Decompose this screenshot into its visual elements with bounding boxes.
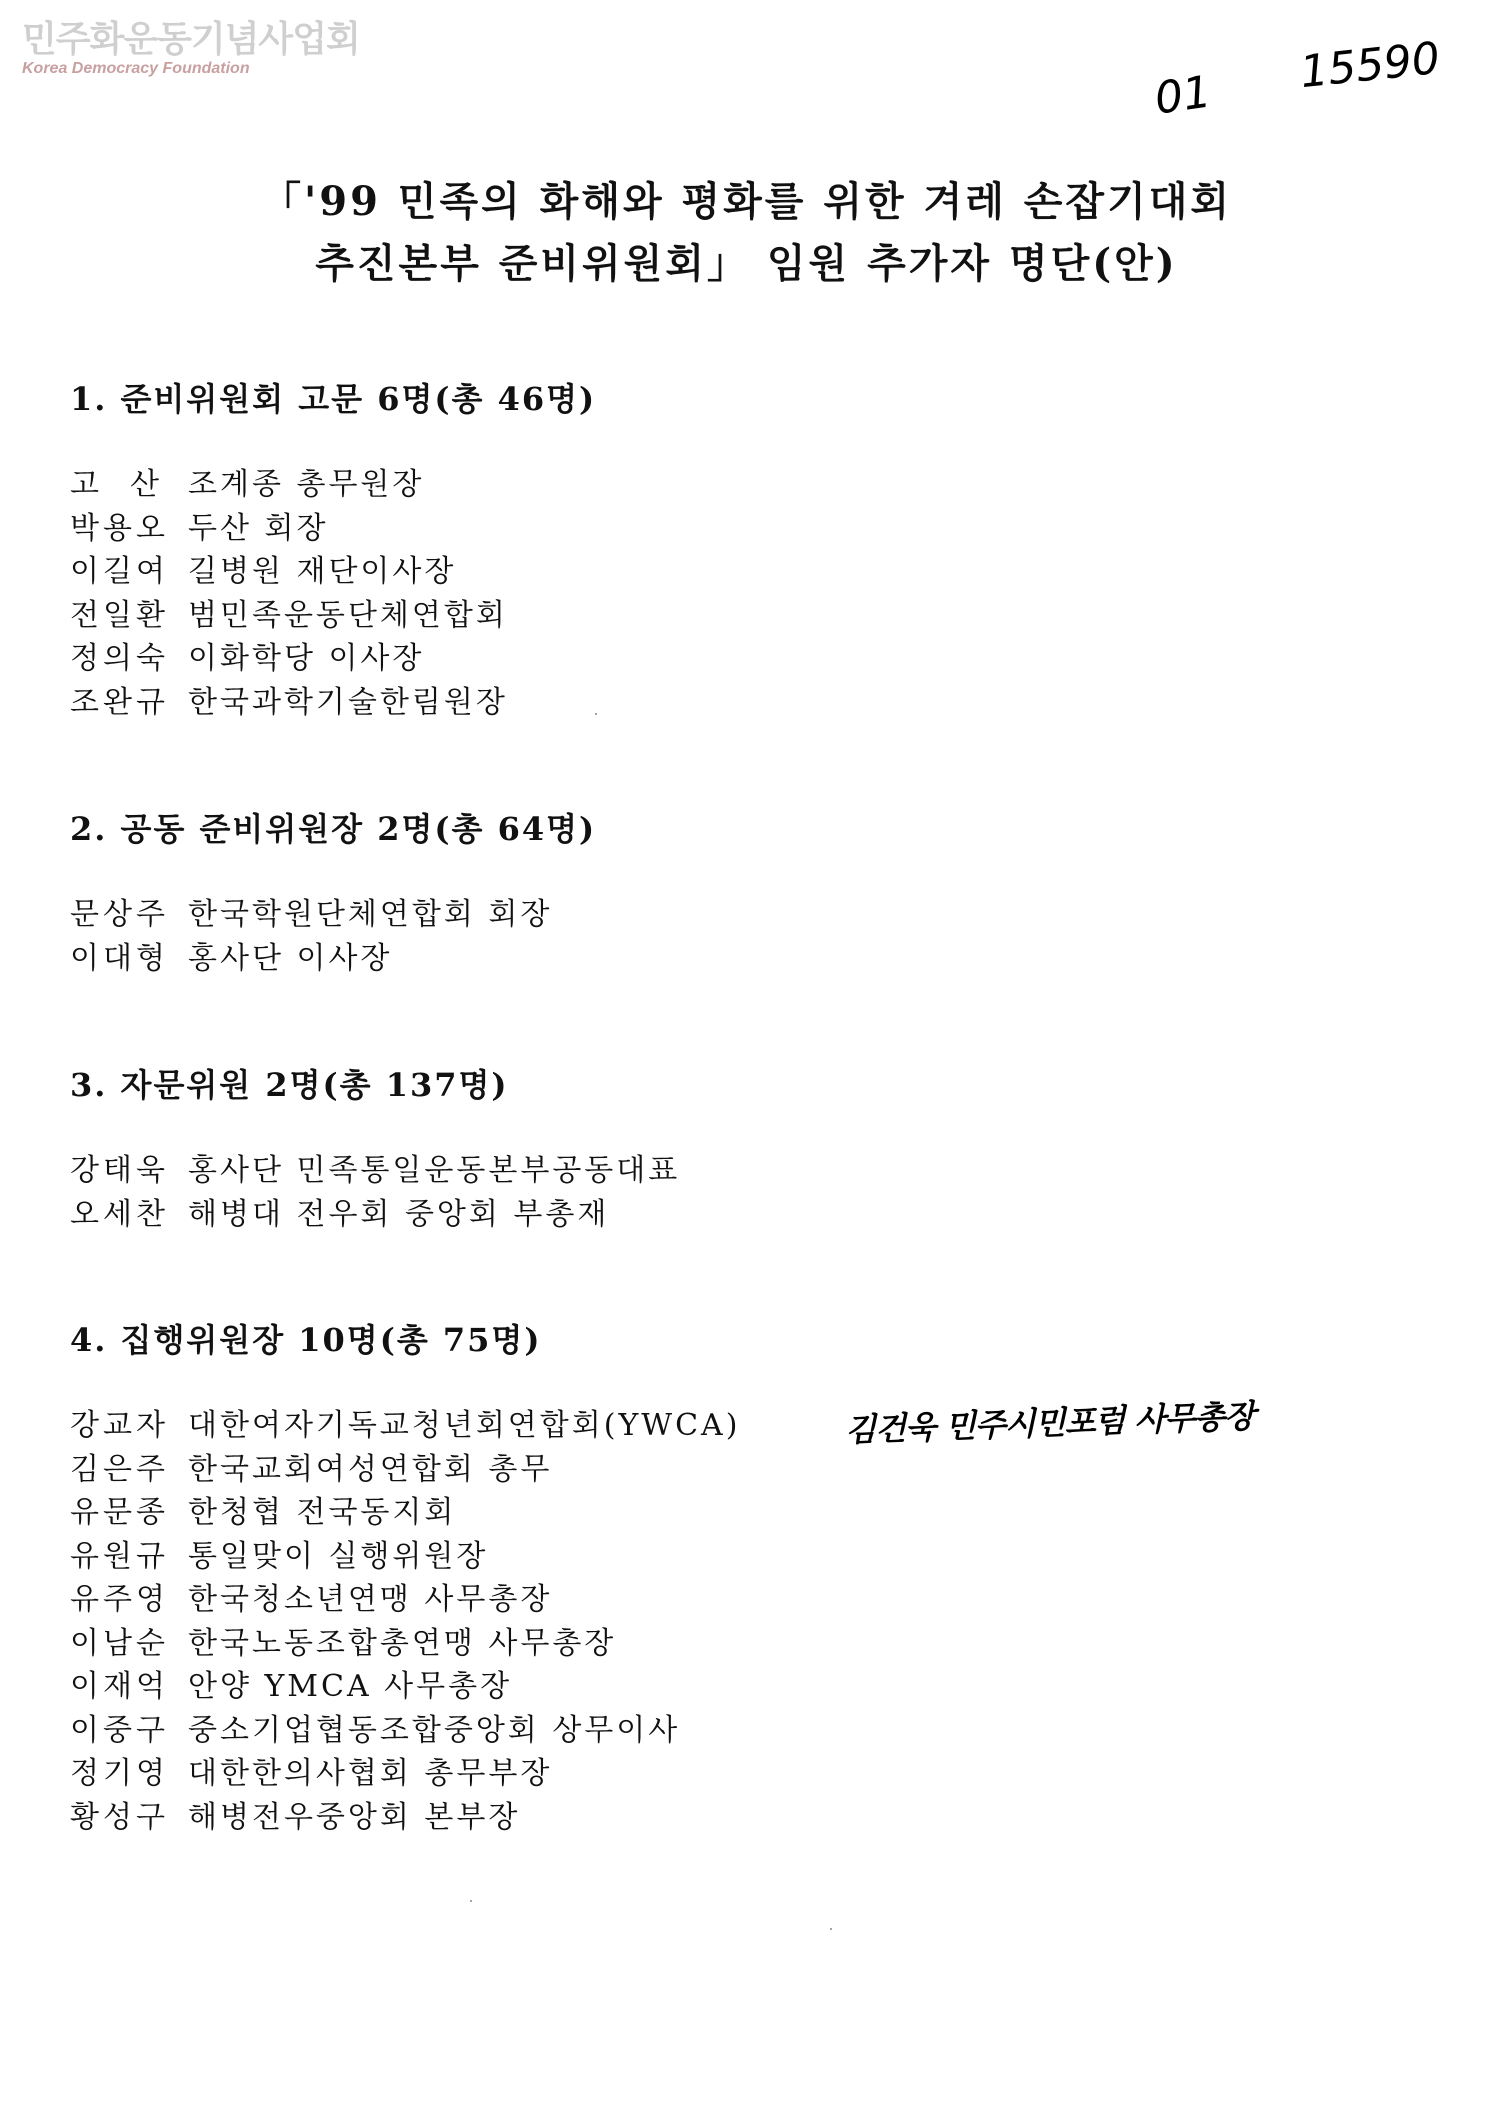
foundation-logo (22, 20, 360, 78)
entry-title: 한국과학기술한림원장 (188, 684, 508, 720)
document-title-line2: 추진본부 준비위원회」 임원 추가자 명단(안) (315, 240, 1178, 287)
entry-title: 조계종 총무원장 (188, 467, 425, 502)
list-item (70, 1404, 740, 1448)
logo-english-text: Korea Democracy Foundation (22, 60, 250, 77)
section-heading: 1. 준비위원회 고문 6명(총 46명) (70, 380, 597, 418)
entry-title: 한국노동조합총연맹 사무총장 (188, 1625, 617, 1661)
entry-list (70, 893, 596, 980)
entry-title: 한국청소년연맹 사무총장 (188, 1582, 553, 1617)
entry-name: 이중구 (70, 1712, 169, 1748)
entry-title: 한청협 전국동지회 (188, 1495, 457, 1530)
entry-title: 홍사단 이사장 (188, 940, 393, 976)
entry-name: 강교자 (70, 1408, 169, 1443)
entry-title: 한국학원단체연합회 회장 (188, 897, 553, 932)
list-item (70, 550, 596, 594)
entry-list (70, 1149, 680, 1236)
document-title-line1: 「'99 민족의 화해와 평화를 위한 겨레 손잡기대회 (261, 178, 1232, 225)
entry-name: 황성구 (70, 1799, 169, 1835)
entry-title: 안양 YMCA 사무총장 (188, 1669, 513, 1704)
list-item (70, 463, 596, 507)
entry-title: 해병전우중앙회 본부장 (188, 1799, 521, 1835)
list-item (70, 1578, 740, 1622)
list-item (70, 507, 596, 551)
section-heading: 2. 공동 준비위원장 2명(총 64명) (70, 810, 597, 848)
entry-title: 길병원 재단이사장 (188, 554, 457, 589)
scan-speck (595, 713, 597, 715)
entry-name: 정의숙 (70, 641, 169, 676)
entry-name: 강태욱 (70, 1153, 169, 1188)
entry-name: 박용오 (70, 510, 169, 546)
section-executive-chairs (70, 1318, 740, 1839)
list-item (70, 1193, 680, 1237)
scan-speck (470, 1900, 472, 1902)
entry-name: 조완규 (70, 684, 169, 720)
entry-title: 홍사단 민족통일운동본부공동대표 (188, 1153, 681, 1188)
section-advisors (70, 377, 596, 724)
list-item (70, 1491, 740, 1535)
list-item (70, 1796, 740, 1840)
entry-name: 이대형 (70, 940, 169, 976)
scan-speck (830, 1928, 832, 1930)
section-consultants (70, 1063, 680, 1236)
list-item (70, 1752, 740, 1796)
entry-name: 유원규 (70, 1538, 169, 1574)
list-item (70, 1535, 740, 1579)
entry-name: 유문종 (70, 1495, 169, 1530)
entry-title: 이화학당 이사장 (188, 641, 425, 676)
list-item (70, 1149, 680, 1193)
handwritten-page-number: 01 (1151, 66, 1215, 125)
list-item (70, 893, 596, 937)
entry-name: 오세찬 (70, 1196, 169, 1232)
handwritten-document-number: 15590 (1297, 32, 1443, 99)
entry-name: 유주영 (70, 1582, 169, 1617)
entry-title: 한국교회여성연합회 총무 (188, 1451, 553, 1487)
entry-name: 이재억 (70, 1669, 169, 1704)
entry-title: 해병대 전우회 중앙회 부총재 (188, 1196, 610, 1232)
entry-title: 대한한의사협회 총무부장 (188, 1756, 553, 1791)
entry-name: 이길여 (70, 554, 169, 589)
logo-korean-text: 민주화운동기념사업회 (22, 19, 360, 60)
entry-name: 전일환 (70, 597, 169, 633)
entry-name: 김은주 (70, 1451, 169, 1487)
entry-name: 문상주 (70, 897, 169, 932)
entry-list (70, 463, 596, 724)
list-item (70, 937, 596, 981)
list-item (70, 681, 596, 725)
list-item (70, 594, 596, 638)
list-item (70, 637, 596, 681)
entry-title: 대한여자기독교청년회연합회(YWCA) (188, 1408, 741, 1443)
list-item (70, 1665, 740, 1709)
entry-title: 통일맞이 실행위원장 (188, 1538, 489, 1574)
list-item (70, 1622, 740, 1666)
section-heading: 3. 자문위원 2명(총 137명) (70, 1066, 509, 1104)
section-co-chairs (70, 807, 596, 980)
handwritten-addition-note: 김건욱 민주시민포럼 사무총장 (844, 1396, 1255, 1450)
list-item (70, 1448, 740, 1492)
entry-name: 이남순 (70, 1625, 169, 1661)
entry-title: 중소기업협동조합중앙회 상무이사 (188, 1712, 681, 1748)
entry-name: 정기영 (70, 1756, 169, 1791)
section-heading: 4. 집행위원장 10명(총 75명) (70, 1321, 542, 1359)
entry-title: 두산 회장 (188, 510, 329, 546)
entry-name: 고 산 (70, 467, 164, 502)
entry-title: 범민족운동단체연합회 (188, 597, 508, 633)
list-item (70, 1709, 740, 1753)
entry-list (70, 1404, 740, 1839)
